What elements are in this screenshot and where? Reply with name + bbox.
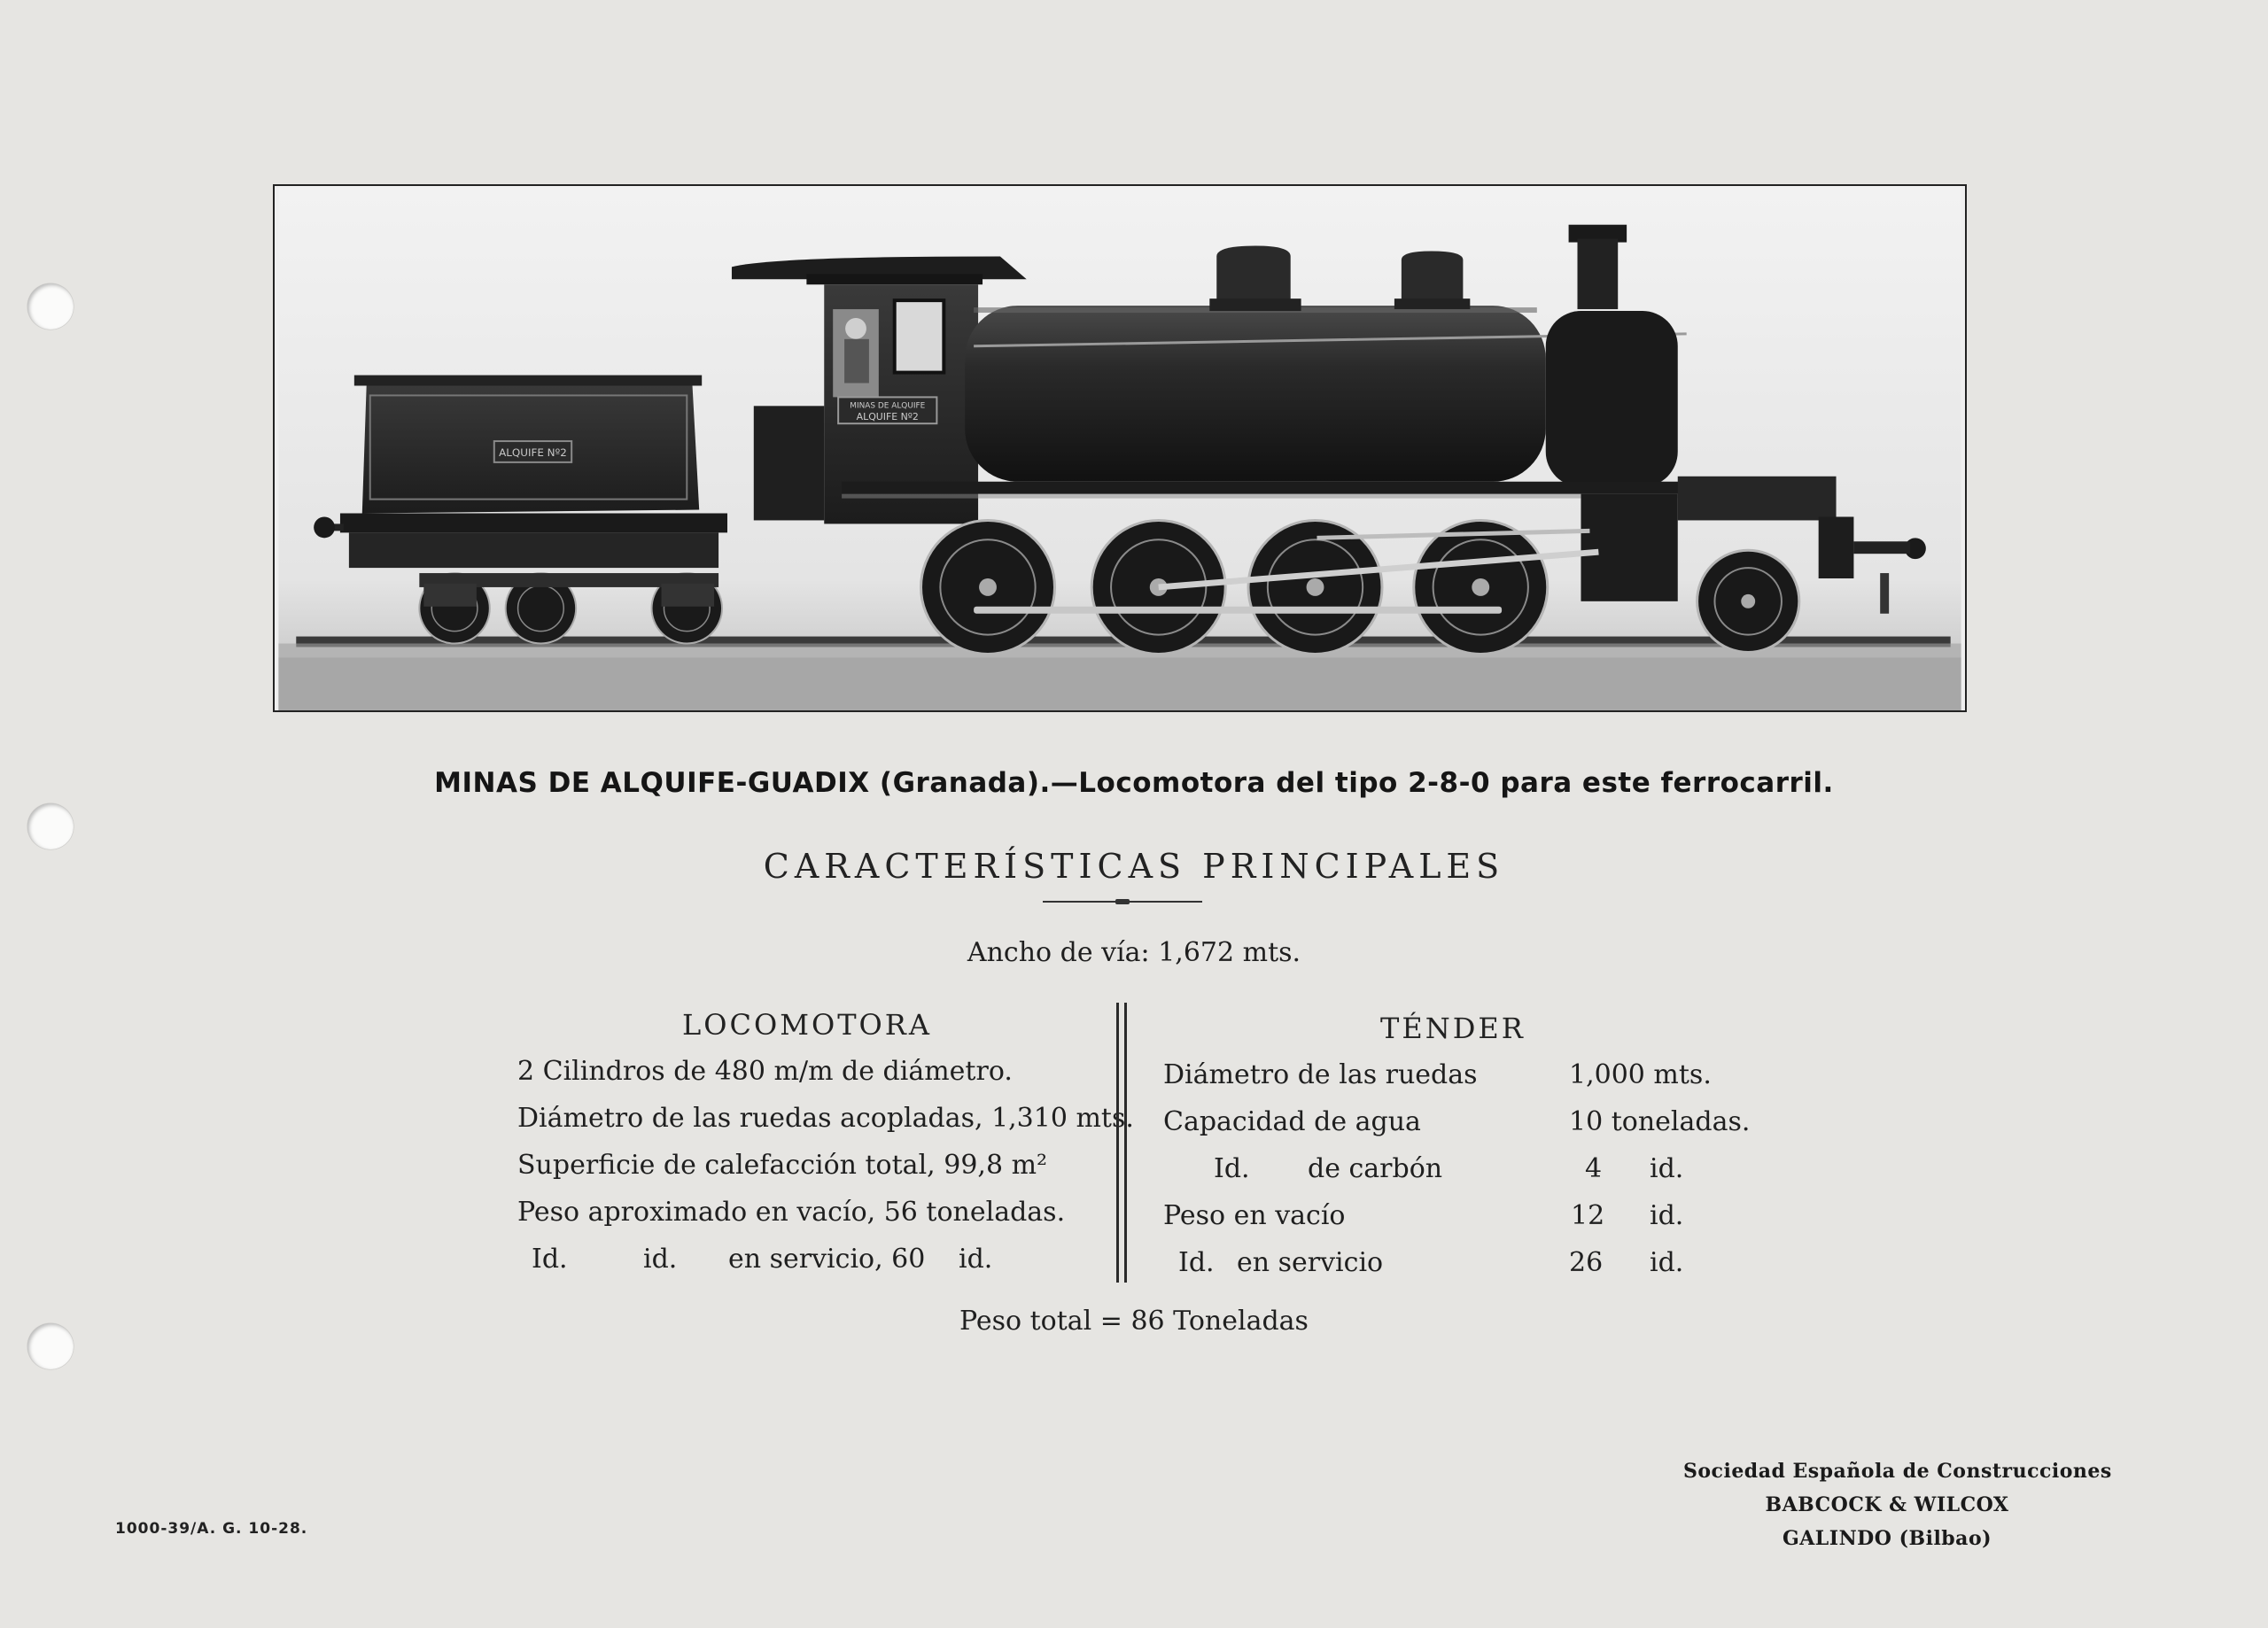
tender-spec-label: Peso en vacío (1163, 1200, 1346, 1231)
tender-number-plate: ALQUIFE Nº2 (499, 446, 567, 459)
tender-spec-label: de carbón (1308, 1153, 1443, 1184)
print-code: 1000-39/A. G. 10-28. (115, 1520, 308, 1538)
photo-caption: MINAS DE ALQUIFE-GUADIX (Granada).—Locomotora del tipo 2-8-0 para este ferrocarril. (434, 767, 1834, 799)
cab-plate-line2: ALQUIFE Nº2 (856, 411, 919, 423)
tender-spec-unit: id. (1650, 1247, 1684, 1278)
publisher-line1: Sociedad Española de Construcciones (1683, 1460, 2112, 1483)
heading-ornament-rule (1043, 901, 1202, 903)
locomotive-illustration (275, 186, 1965, 710)
publisher-line3: GALINDO (Bilbao) (1782, 1527, 1992, 1550)
tender-spec-value: 12 (1571, 1200, 1605, 1231)
tender-title: TÉNDER (1380, 1012, 1526, 1045)
loco-spec-cell: en servicio, 60 (728, 1244, 926, 1275)
loco-spec-row: Diámetro de las ruedas acopladas, 1,310 mts. (517, 1103, 1134, 1134)
publisher-line2: BABCOCK & WILCOX (1765, 1493, 2009, 1516)
locomotora-title: LOCOMOTORA (682, 1008, 932, 1042)
column-divider (1116, 1003, 1127, 1283)
tender-spec-label: Diámetro de las ruedas (1163, 1059, 1478, 1090)
loco-spec-cell: id. (643, 1244, 678, 1275)
locomotive-photo (273, 184, 1967, 712)
total-weight: Peso total = 86 Toneladas (959, 1306, 1309, 1337)
section-heading: CARACTERÍSTICAS PRINCIPALES (763, 847, 1505, 886)
tender-spec-label: Capacidad de agua (1163, 1106, 1421, 1137)
tender-spec-value: 1,000 mts. (1569, 1059, 1712, 1090)
tender-spec-value: 10 toneladas. (1569, 1106, 1751, 1137)
track-gauge: Ancho de vía: 1,672 mts. (967, 937, 1301, 968)
tender-spec-value: 26 (1569, 1247, 1604, 1278)
tender-spec-label: Id. (1178, 1247, 1215, 1278)
loco-spec-row: Peso aproximado en vacío, 56 toneladas. (517, 1197, 1066, 1228)
binder-hole-middle (27, 803, 74, 849)
binder-hole-top (27, 283, 74, 329)
loco-spec-row: Superficie de calefacción total, 99,8 m² (517, 1150, 1048, 1181)
loco-spec-row: 2 Cilindros de 480 m/m de diámetro. (517, 1056, 1013, 1087)
cab-plate-line1: MINAS DE ALQUIFE (850, 401, 926, 411)
tender-spec-unit: id. (1650, 1200, 1684, 1231)
tender-spec-unit: id. (1650, 1153, 1684, 1184)
tender-spec-label: en servicio (1237, 1247, 1384, 1278)
loco-spec-cell: id. (959, 1244, 993, 1275)
loco-spec-cell: Id. (532, 1244, 568, 1275)
tender-spec-value: 4 (1585, 1153, 1603, 1184)
tender-spec-label: Id. (1214, 1153, 1250, 1184)
